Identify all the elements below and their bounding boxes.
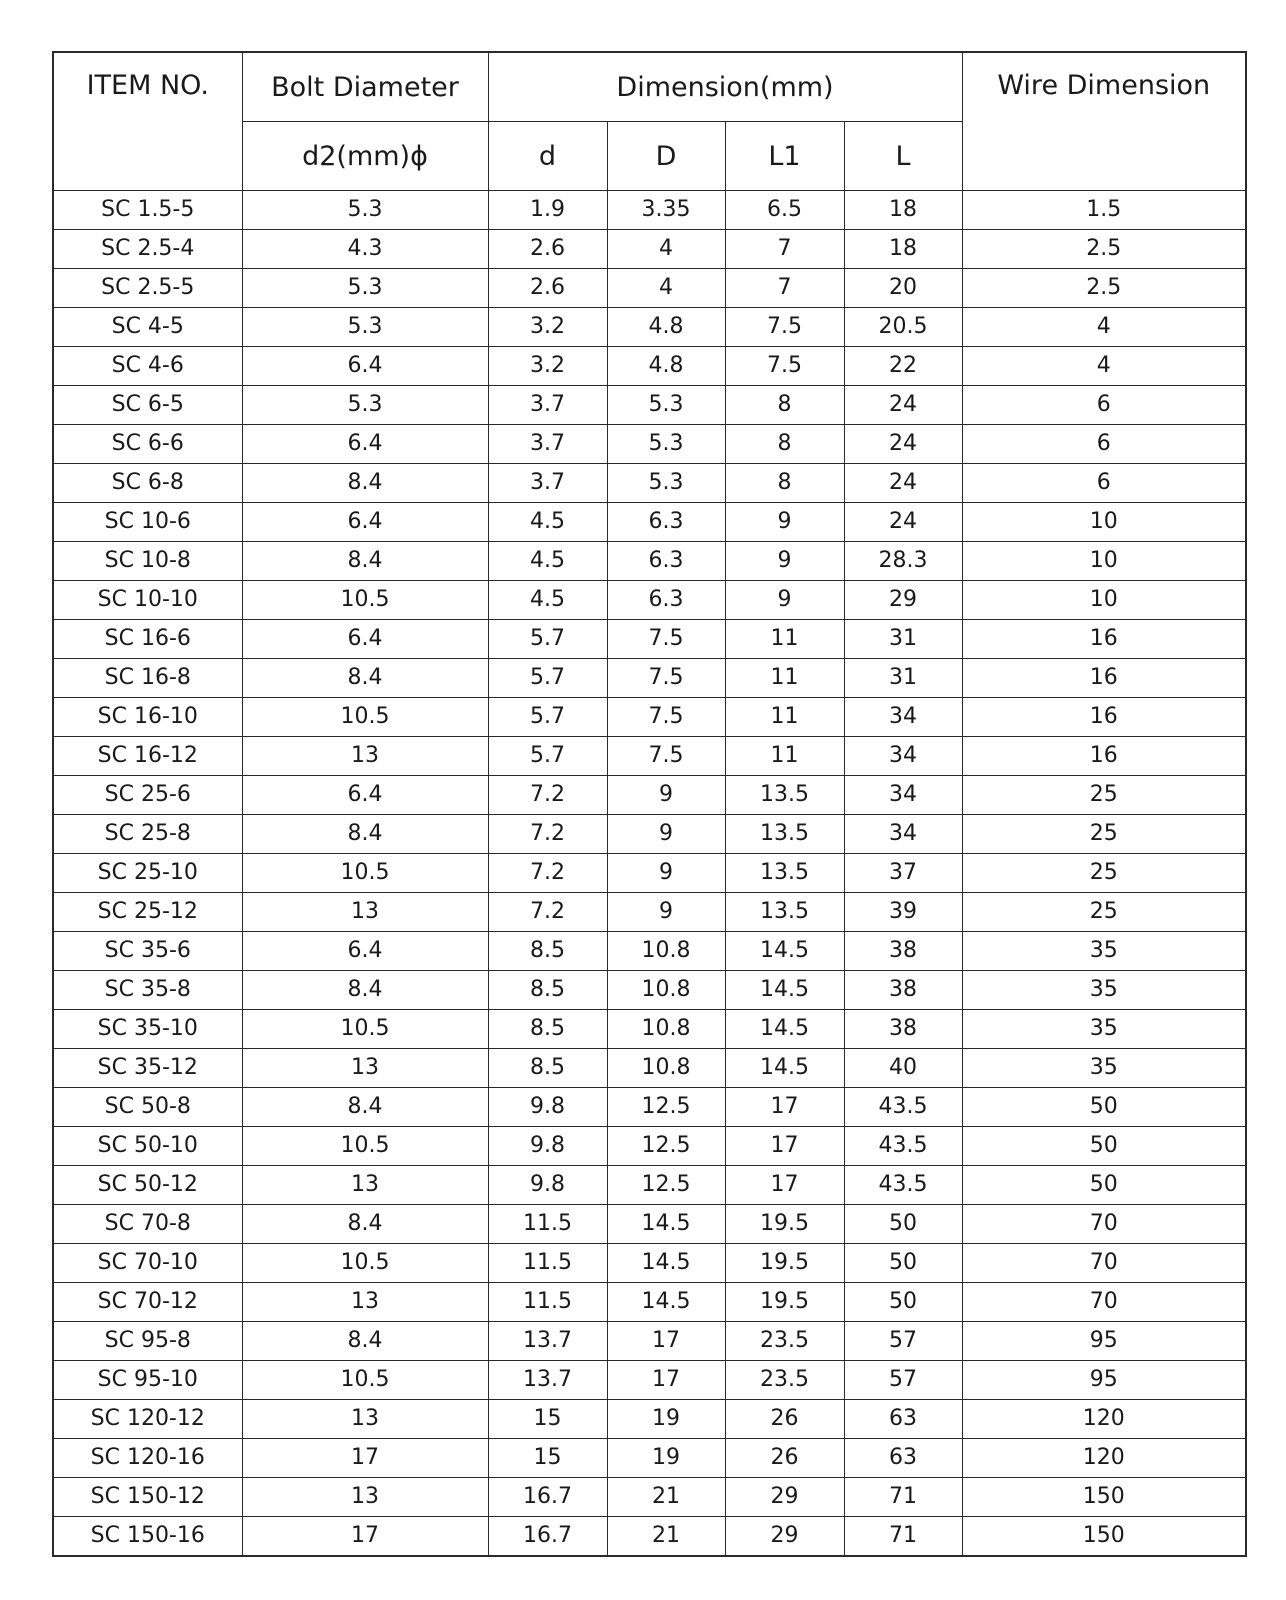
cell-item-no: SC 6-8 xyxy=(53,464,242,503)
cell-D: 4 xyxy=(607,269,725,308)
cell-d: 11.5 xyxy=(488,1283,607,1322)
cell-L: 20 xyxy=(844,269,962,308)
cell-L: 34 xyxy=(844,737,962,776)
cell-item-no: SC 150-16 xyxy=(53,1517,242,1557)
cell-L: 40 xyxy=(844,1049,962,1088)
table-row xyxy=(53,1244,1246,1283)
cell-d: 16.7 xyxy=(488,1517,607,1557)
header-d: d xyxy=(488,122,607,191)
cell-d: 9.8 xyxy=(488,1127,607,1166)
cell-D: 4.8 xyxy=(607,347,725,386)
cell-L1: 17 xyxy=(725,1088,844,1127)
cell-L1: 19.5 xyxy=(725,1244,844,1283)
cell-item-no: SC 35-8 xyxy=(53,971,242,1010)
cell-L1: 19.5 xyxy=(725,1283,844,1322)
table-row xyxy=(53,191,1246,230)
cell-L: 38 xyxy=(844,932,962,971)
cell-L1: 7 xyxy=(725,230,844,269)
header-wire-dimension: Wire Dimension xyxy=(962,52,1246,191)
cell-L: 38 xyxy=(844,1010,962,1049)
cell-wire-dimension: 150 xyxy=(962,1478,1246,1517)
cell-L: 20.5 xyxy=(844,308,962,347)
cell-bolt-diameter: 8.4 xyxy=(242,1205,488,1244)
cell-d: 15 xyxy=(488,1400,607,1439)
cell-wire-dimension: 25 xyxy=(962,815,1246,854)
cell-L: 34 xyxy=(844,698,962,737)
cell-L1: 14.5 xyxy=(725,1049,844,1088)
cell-L1: 9 xyxy=(725,503,844,542)
table-row xyxy=(53,425,1246,464)
header-row-1 xyxy=(53,52,1246,122)
table-row xyxy=(53,815,1246,854)
cell-D: 12.5 xyxy=(607,1127,725,1166)
cell-L: 24 xyxy=(844,464,962,503)
cell-bolt-diameter: 10.5 xyxy=(242,1244,488,1283)
cell-item-no: SC 70-10 xyxy=(53,1244,242,1283)
table-row xyxy=(53,932,1246,971)
cell-bolt-diameter: 6.4 xyxy=(242,932,488,971)
cell-D: 14.5 xyxy=(607,1283,725,1322)
cell-L: 43.5 xyxy=(844,1127,962,1166)
cell-L: 50 xyxy=(844,1283,962,1322)
cell-L1: 29 xyxy=(725,1517,844,1557)
cell-d: 7.2 xyxy=(488,776,607,815)
table-header xyxy=(53,52,1246,191)
cell-item-no: SC 35-10 xyxy=(53,1010,242,1049)
cell-L: 50 xyxy=(844,1244,962,1283)
cell-D: 6.3 xyxy=(607,542,725,581)
cell-D: 10.8 xyxy=(607,1049,725,1088)
table-row xyxy=(53,542,1246,581)
table-row xyxy=(53,893,1246,932)
cell-item-no: SC 150-12 xyxy=(53,1478,242,1517)
cell-item-no: SC 35-12 xyxy=(53,1049,242,1088)
cell-wire-dimension: 120 xyxy=(962,1439,1246,1478)
spec-table xyxy=(52,51,1247,1557)
table-row xyxy=(53,776,1246,815)
cell-bolt-diameter: 8.4 xyxy=(242,542,488,581)
cell-L: 22 xyxy=(844,347,962,386)
cell-L1: 9 xyxy=(725,581,844,620)
cell-bolt-diameter: 8.4 xyxy=(242,971,488,1010)
table-row xyxy=(53,1205,1246,1244)
cell-wire-dimension: 70 xyxy=(962,1244,1246,1283)
cell-d: 5.7 xyxy=(488,659,607,698)
cell-d: 2.6 xyxy=(488,269,607,308)
cell-bolt-diameter: 5.3 xyxy=(242,386,488,425)
cell-item-no: SC 10-8 xyxy=(53,542,242,581)
cell-L1: 7 xyxy=(725,269,844,308)
cell-item-no: SC 10-10 xyxy=(53,581,242,620)
cell-d: 4.5 xyxy=(488,503,607,542)
cell-d: 4.5 xyxy=(488,542,607,581)
cell-item-no: SC 95-10 xyxy=(53,1361,242,1400)
cell-bolt-diameter: 17 xyxy=(242,1517,488,1557)
cell-wire-dimension: 70 xyxy=(962,1205,1246,1244)
cell-wire-dimension: 16 xyxy=(962,737,1246,776)
cell-wire-dimension: 25 xyxy=(962,854,1246,893)
cell-D: 17 xyxy=(607,1322,725,1361)
cell-item-no: SC 95-8 xyxy=(53,1322,242,1361)
cell-wire-dimension: 120 xyxy=(962,1400,1246,1439)
cell-bolt-diameter: 10.5 xyxy=(242,854,488,893)
cell-D: 6.3 xyxy=(607,581,725,620)
cell-d: 7.2 xyxy=(488,893,607,932)
cell-L: 38 xyxy=(844,971,962,1010)
cell-L1: 13.5 xyxy=(725,854,844,893)
cell-item-no: SC 16-6 xyxy=(53,620,242,659)
table-row xyxy=(53,347,1246,386)
table-row xyxy=(53,386,1246,425)
cell-D: 5.3 xyxy=(607,386,725,425)
cell-L: 31 xyxy=(844,620,962,659)
cell-L: 71 xyxy=(844,1517,962,1557)
cell-item-no: SC 10-6 xyxy=(53,503,242,542)
cell-D: 21 xyxy=(607,1478,725,1517)
cell-D: 4 xyxy=(607,230,725,269)
cell-d: 13.7 xyxy=(488,1322,607,1361)
cell-L: 63 xyxy=(844,1439,962,1478)
cell-wire-dimension: 35 xyxy=(962,932,1246,971)
cell-bolt-diameter: 13 xyxy=(242,1166,488,1205)
cell-D: 10.8 xyxy=(607,1010,725,1049)
cell-item-no: SC 50-10 xyxy=(53,1127,242,1166)
cell-L1: 23.5 xyxy=(725,1361,844,1400)
cell-d: 9.8 xyxy=(488,1088,607,1127)
cell-d: 5.7 xyxy=(488,698,607,737)
cell-item-no: SC 6-6 xyxy=(53,425,242,464)
cell-item-no: SC 25-6 xyxy=(53,776,242,815)
header-L: L xyxy=(844,122,962,191)
cell-d: 11.5 xyxy=(488,1205,607,1244)
cell-L: 28.3 xyxy=(844,542,962,581)
cell-D: 10.8 xyxy=(607,932,725,971)
cell-wire-dimension: 35 xyxy=(962,971,1246,1010)
table-row xyxy=(53,1322,1246,1361)
cell-item-no: SC 16-10 xyxy=(53,698,242,737)
cell-bolt-diameter: 8.4 xyxy=(242,659,488,698)
table-body xyxy=(53,191,1246,1557)
cell-bolt-diameter: 13 xyxy=(242,1478,488,1517)
cell-d: 1.9 xyxy=(488,191,607,230)
cell-L: 71 xyxy=(844,1478,962,1517)
cell-bolt-diameter: 6.4 xyxy=(242,503,488,542)
cell-bolt-diameter: 10.5 xyxy=(242,698,488,737)
cell-d: 8.5 xyxy=(488,1010,607,1049)
cell-L: 18 xyxy=(844,230,962,269)
cell-wire-dimension: 16 xyxy=(962,698,1246,737)
cell-d: 5.7 xyxy=(488,737,607,776)
cell-L: 39 xyxy=(844,893,962,932)
cell-D: 7.5 xyxy=(607,698,725,737)
table-row xyxy=(53,1400,1246,1439)
cell-wire-dimension: 10 xyxy=(962,581,1246,620)
cell-D: 9 xyxy=(607,815,725,854)
cell-D: 9 xyxy=(607,893,725,932)
cell-item-no: SC 2.5-4 xyxy=(53,230,242,269)
cell-L: 57 xyxy=(844,1361,962,1400)
cell-L: 43.5 xyxy=(844,1166,962,1205)
cell-D: 14.5 xyxy=(607,1205,725,1244)
table-row xyxy=(53,1049,1246,1088)
cell-L1: 17 xyxy=(725,1127,844,1166)
cell-bolt-diameter: 13 xyxy=(242,1400,488,1439)
cell-L1: 11 xyxy=(725,698,844,737)
table-row xyxy=(53,1088,1246,1127)
cell-d: 7.2 xyxy=(488,854,607,893)
cell-item-no: SC 120-16 xyxy=(53,1439,242,1478)
header-bolt-diameter-sub: d2(mm)ϕ xyxy=(242,122,488,191)
cell-wire-dimension: 6 xyxy=(962,464,1246,503)
table-row xyxy=(53,269,1246,308)
cell-d: 3.7 xyxy=(488,425,607,464)
cell-wire-dimension: 95 xyxy=(962,1322,1246,1361)
cell-wire-dimension: 4 xyxy=(962,347,1246,386)
cell-item-no: SC 4-5 xyxy=(53,308,242,347)
cell-d: 3.2 xyxy=(488,347,607,386)
cell-wire-dimension: 1.5 xyxy=(962,191,1246,230)
cell-L1: 19.5 xyxy=(725,1205,844,1244)
cell-L1: 8 xyxy=(725,386,844,425)
cell-bolt-diameter: 4.3 xyxy=(242,230,488,269)
cell-d: 3.2 xyxy=(488,308,607,347)
table-row xyxy=(53,737,1246,776)
cell-bolt-diameter: 10.5 xyxy=(242,1361,488,1400)
cell-bolt-diameter: 6.4 xyxy=(242,425,488,464)
cell-D: 4.8 xyxy=(607,308,725,347)
cell-item-no: SC 50-8 xyxy=(53,1088,242,1127)
header-L1: L1 xyxy=(725,122,844,191)
cell-d: 15 xyxy=(488,1439,607,1478)
cell-bolt-diameter: 17 xyxy=(242,1439,488,1478)
table-row xyxy=(53,1127,1246,1166)
cell-wire-dimension: 25 xyxy=(962,776,1246,815)
cell-L1: 13.5 xyxy=(725,776,844,815)
cell-wire-dimension: 50 xyxy=(962,1166,1246,1205)
cell-wire-dimension: 50 xyxy=(962,1127,1246,1166)
cell-wire-dimension: 25 xyxy=(962,893,1246,932)
cell-bolt-diameter: 6.4 xyxy=(242,347,488,386)
cell-bolt-diameter: 6.4 xyxy=(242,620,488,659)
cell-D: 3.35 xyxy=(607,191,725,230)
cell-L1: 17 xyxy=(725,1166,844,1205)
header-D: D xyxy=(607,122,725,191)
cell-d: 5.7 xyxy=(488,620,607,659)
cell-wire-dimension: 16 xyxy=(962,659,1246,698)
cell-D: 7.5 xyxy=(607,737,725,776)
cell-item-no: SC 50-12 xyxy=(53,1166,242,1205)
cell-d: 8.5 xyxy=(488,932,607,971)
cell-item-no: SC 35-6 xyxy=(53,932,242,971)
table-row xyxy=(53,1517,1246,1557)
cell-D: 7.5 xyxy=(607,620,725,659)
cell-bolt-diameter: 8.4 xyxy=(242,815,488,854)
cell-wire-dimension: 2.5 xyxy=(962,269,1246,308)
table-row xyxy=(53,1478,1246,1517)
table-row xyxy=(53,698,1246,737)
cell-bolt-diameter: 10.5 xyxy=(242,581,488,620)
cell-L1: 14.5 xyxy=(725,971,844,1010)
cell-d: 13.7 xyxy=(488,1361,607,1400)
cell-L: 43.5 xyxy=(844,1088,962,1127)
cell-L: 18 xyxy=(844,191,962,230)
cell-item-no: SC 25-12 xyxy=(53,893,242,932)
cell-d: 7.2 xyxy=(488,815,607,854)
cell-L: 57 xyxy=(844,1322,962,1361)
table-row xyxy=(53,1439,1246,1478)
cell-L1: 26 xyxy=(725,1400,844,1439)
cell-bolt-diameter: 13 xyxy=(242,737,488,776)
cell-L1: 13.5 xyxy=(725,815,844,854)
cell-item-no: SC 6-5 xyxy=(53,386,242,425)
cell-D: 19 xyxy=(607,1439,725,1478)
cell-wire-dimension: 150 xyxy=(962,1517,1246,1557)
table-row xyxy=(53,581,1246,620)
header-dimension: Dimension(mm) xyxy=(488,52,962,122)
cell-item-no: SC 16-8 xyxy=(53,659,242,698)
cell-L1: 14.5 xyxy=(725,1010,844,1049)
cell-L: 29 xyxy=(844,581,962,620)
cell-bolt-diameter: 8.4 xyxy=(242,1322,488,1361)
cell-wire-dimension: 6 xyxy=(962,386,1246,425)
cell-L1: 7.5 xyxy=(725,347,844,386)
cell-L: 24 xyxy=(844,425,962,464)
cell-item-no: SC 25-10 xyxy=(53,854,242,893)
cell-L: 24 xyxy=(844,386,962,425)
cell-item-no: SC 120-12 xyxy=(53,1400,242,1439)
cell-d: 8.5 xyxy=(488,1049,607,1088)
cell-bolt-diameter: 10.5 xyxy=(242,1010,488,1049)
table-row xyxy=(53,1166,1246,1205)
cell-wire-dimension: 10 xyxy=(962,542,1246,581)
table-row xyxy=(53,1361,1246,1400)
cell-bolt-diameter: 8.4 xyxy=(242,464,488,503)
cell-d: 2.6 xyxy=(488,230,607,269)
cell-D: 5.3 xyxy=(607,464,725,503)
cell-L1: 9 xyxy=(725,542,844,581)
cell-D: 9 xyxy=(607,854,725,893)
cell-wire-dimension: 2.5 xyxy=(962,230,1246,269)
table-row xyxy=(53,659,1246,698)
cell-wire-dimension: 4 xyxy=(962,308,1246,347)
cell-item-no: SC 2.5-5 xyxy=(53,269,242,308)
cell-D: 6.3 xyxy=(607,503,725,542)
cell-L1: 29 xyxy=(725,1478,844,1517)
cell-d: 16.7 xyxy=(488,1478,607,1517)
cell-D: 12.5 xyxy=(607,1166,725,1205)
cell-wire-dimension: 16 xyxy=(962,620,1246,659)
cell-d: 3.7 xyxy=(488,464,607,503)
cell-wire-dimension: 10 xyxy=(962,503,1246,542)
cell-D: 21 xyxy=(607,1517,725,1557)
cell-D: 12.5 xyxy=(607,1088,725,1127)
cell-L: 37 xyxy=(844,854,962,893)
cell-L1: 11 xyxy=(725,659,844,698)
cell-bolt-diameter: 8.4 xyxy=(242,1088,488,1127)
cell-L: 63 xyxy=(844,1400,962,1439)
cell-item-no: SC 16-12 xyxy=(53,737,242,776)
cell-item-no: SC 70-12 xyxy=(53,1283,242,1322)
cell-L1: 26 xyxy=(725,1439,844,1478)
cell-L1: 6.5 xyxy=(725,191,844,230)
cell-D: 14.5 xyxy=(607,1244,725,1283)
cell-bolt-diameter: 13 xyxy=(242,1283,488,1322)
cell-L1: 14.5 xyxy=(725,932,844,971)
cell-bolt-diameter: 13 xyxy=(242,1049,488,1088)
cell-item-no: SC 4-6 xyxy=(53,347,242,386)
table-row xyxy=(53,503,1246,542)
cell-D: 10.8 xyxy=(607,971,725,1010)
cell-wire-dimension: 50 xyxy=(962,1088,1246,1127)
cell-L1: 8 xyxy=(725,425,844,464)
cell-d: 4.5 xyxy=(488,581,607,620)
cell-L1: 8 xyxy=(725,464,844,503)
cell-bolt-diameter: 10.5 xyxy=(242,1127,488,1166)
cell-L: 50 xyxy=(844,1205,962,1244)
cell-item-no: SC 25-8 xyxy=(53,815,242,854)
cell-L1: 7.5 xyxy=(725,308,844,347)
cell-L1: 13.5 xyxy=(725,893,844,932)
cell-d: 3.7 xyxy=(488,386,607,425)
table-row xyxy=(53,971,1246,1010)
cell-D: 17 xyxy=(607,1361,725,1400)
cell-wire-dimension: 35 xyxy=(962,1010,1246,1049)
cell-L: 34 xyxy=(844,776,962,815)
table-row xyxy=(53,308,1246,347)
cell-L: 31 xyxy=(844,659,962,698)
cell-wire-dimension: 70 xyxy=(962,1283,1246,1322)
cell-wire-dimension: 6 xyxy=(962,425,1246,464)
cell-bolt-diameter: 5.3 xyxy=(242,269,488,308)
cell-d: 9.8 xyxy=(488,1166,607,1205)
table-row xyxy=(53,854,1246,893)
cell-L1: 11 xyxy=(725,737,844,776)
cell-item-no: SC 1.5-5 xyxy=(53,191,242,230)
cell-wire-dimension: 95 xyxy=(962,1361,1246,1400)
cell-bolt-diameter: 5.3 xyxy=(242,191,488,230)
cell-D: 9 xyxy=(607,776,725,815)
header-bolt-diameter: Bolt Diameter xyxy=(242,52,488,122)
cell-L: 24 xyxy=(844,503,962,542)
table-row xyxy=(53,1283,1246,1322)
cell-L: 34 xyxy=(844,815,962,854)
table-row xyxy=(53,1010,1246,1049)
cell-bolt-diameter: 6.4 xyxy=(242,776,488,815)
cell-L1: 11 xyxy=(725,620,844,659)
header-item-no: ITEM NO. xyxy=(53,52,242,191)
cell-wire-dimension: 35 xyxy=(962,1049,1246,1088)
cell-d: 11.5 xyxy=(488,1244,607,1283)
table-row xyxy=(53,464,1246,503)
cell-D: 5.3 xyxy=(607,425,725,464)
cell-item-no: SC 70-8 xyxy=(53,1205,242,1244)
cell-D: 19 xyxy=(607,1400,725,1439)
cell-D: 7.5 xyxy=(607,659,725,698)
cell-bolt-diameter: 13 xyxy=(242,893,488,932)
cell-L1: 23.5 xyxy=(725,1322,844,1361)
cell-d: 8.5 xyxy=(488,971,607,1010)
cell-bolt-diameter: 5.3 xyxy=(242,308,488,347)
table-row xyxy=(53,620,1246,659)
table-row xyxy=(53,230,1246,269)
